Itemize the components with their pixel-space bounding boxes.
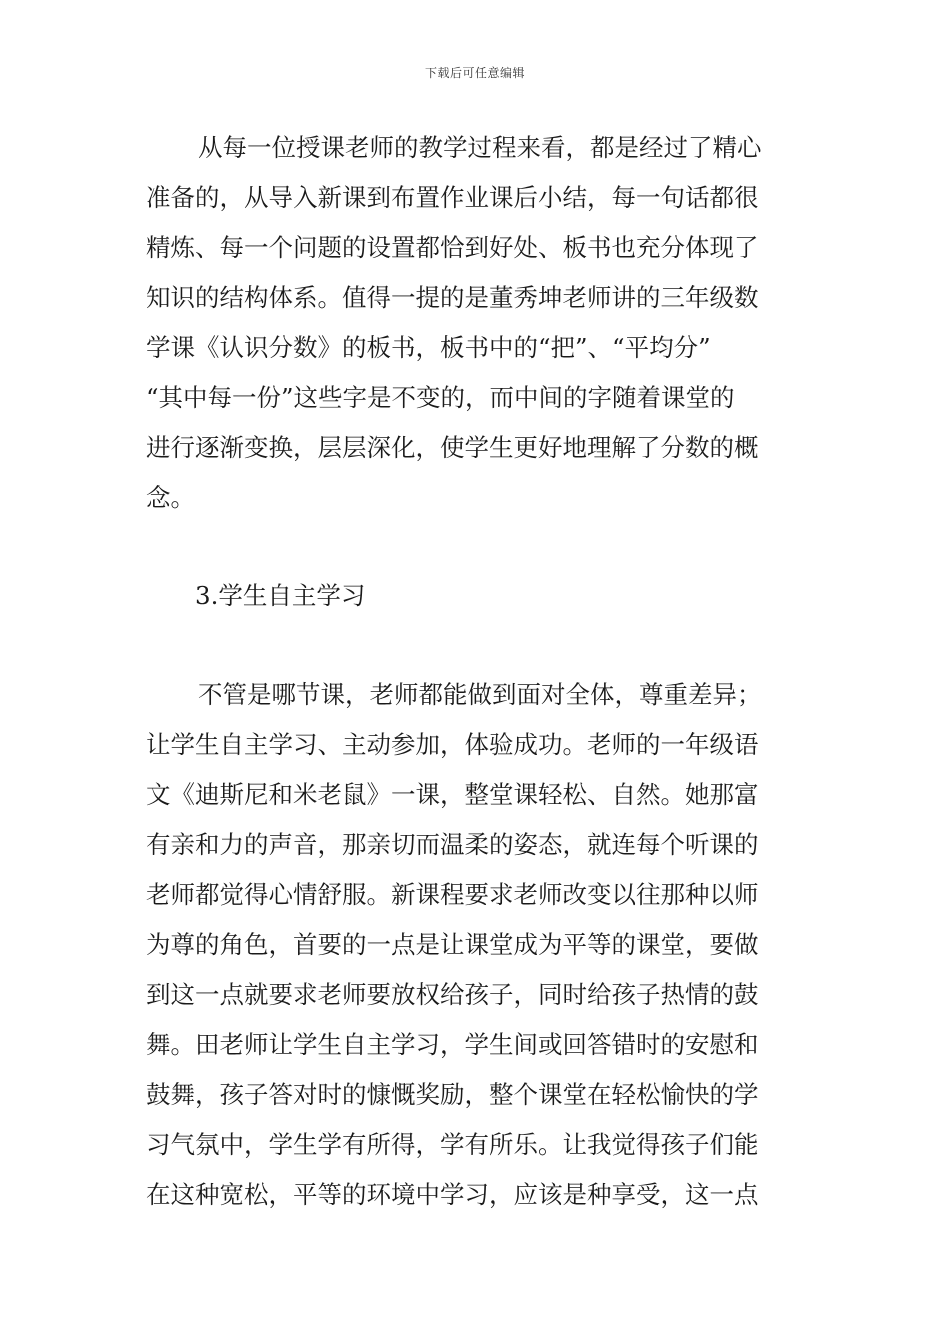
paragraph-line: 念。 <box>146 483 195 512</box>
paragraph-line: 有亲和力的声音，那亲切而温柔的姿态，就连每个听课的 <box>146 830 759 859</box>
paragraph-line: 文《迪斯尼和米老鼠》一课，整堂课轻松、自然。她那富 <box>146 780 759 809</box>
paragraph-line: 在这种宽松，平等的环境中学习，应该是种享受，这一点 <box>146 1180 759 1209</box>
paragraph-line: “其中每一份”这些字是不变的，而中间的字随着课堂的 <box>146 383 735 412</box>
paragraph-line: 老师都觉得心情舒服。新课程要求老师改变以往那种以师 <box>146 880 759 909</box>
paragraph-line: 习气氛中，学生学有所得，学有所乐。让我觉得孩子们能 <box>146 1130 759 1159</box>
paragraph-line: 到这一点就要求老师要放权给孩子，同时给孩子热情的鼓 <box>146 980 759 1009</box>
paragraph-line: 为尊的角色，首要的一点是让课堂成为平等的课堂，要做 <box>146 930 759 959</box>
paragraph-line: 准备的，从导入新课到布置作业课后小结，每一句话都很 <box>146 183 759 212</box>
paragraph-line: 精炼、每一个问题的设置都恰到好处、板书也充分体现了 <box>146 233 759 262</box>
paragraph-line: 不管是哪节课，老师都能做到面对全体，尊重差异； <box>198 680 762 709</box>
paragraph-line: 进行逐渐变换，层层深化，使学生更好地理解了分数的概 <box>146 433 759 462</box>
paragraph-line: 舞。田老师让学生自主学习，学生间或回答错时的安慰和 <box>146 1030 759 1059</box>
paragraph-line: 从每一位授课老师的教学过程来看，都是经过了精心 <box>198 133 762 162</box>
paragraph-line: 让学生自主学习、主动参加，体验成功。老师的一年级语 <box>146 730 759 759</box>
section-heading: 3.学生自主学习 <box>195 581 366 610</box>
paragraph-line: 知识的结构体系。值得一提的是董秀坤老师讲的三年级数 <box>146 283 759 312</box>
paragraph-line: 学课《认识分数》的板书，板书中的“把”、“平均分” <box>146 333 711 362</box>
paragraph-line: 鼓舞，孩子答对时的慷慨奖励，整个课堂在轻松愉快的学 <box>146 1080 759 1109</box>
header-note: 下载后可任意编辑 <box>424 66 525 80</box>
